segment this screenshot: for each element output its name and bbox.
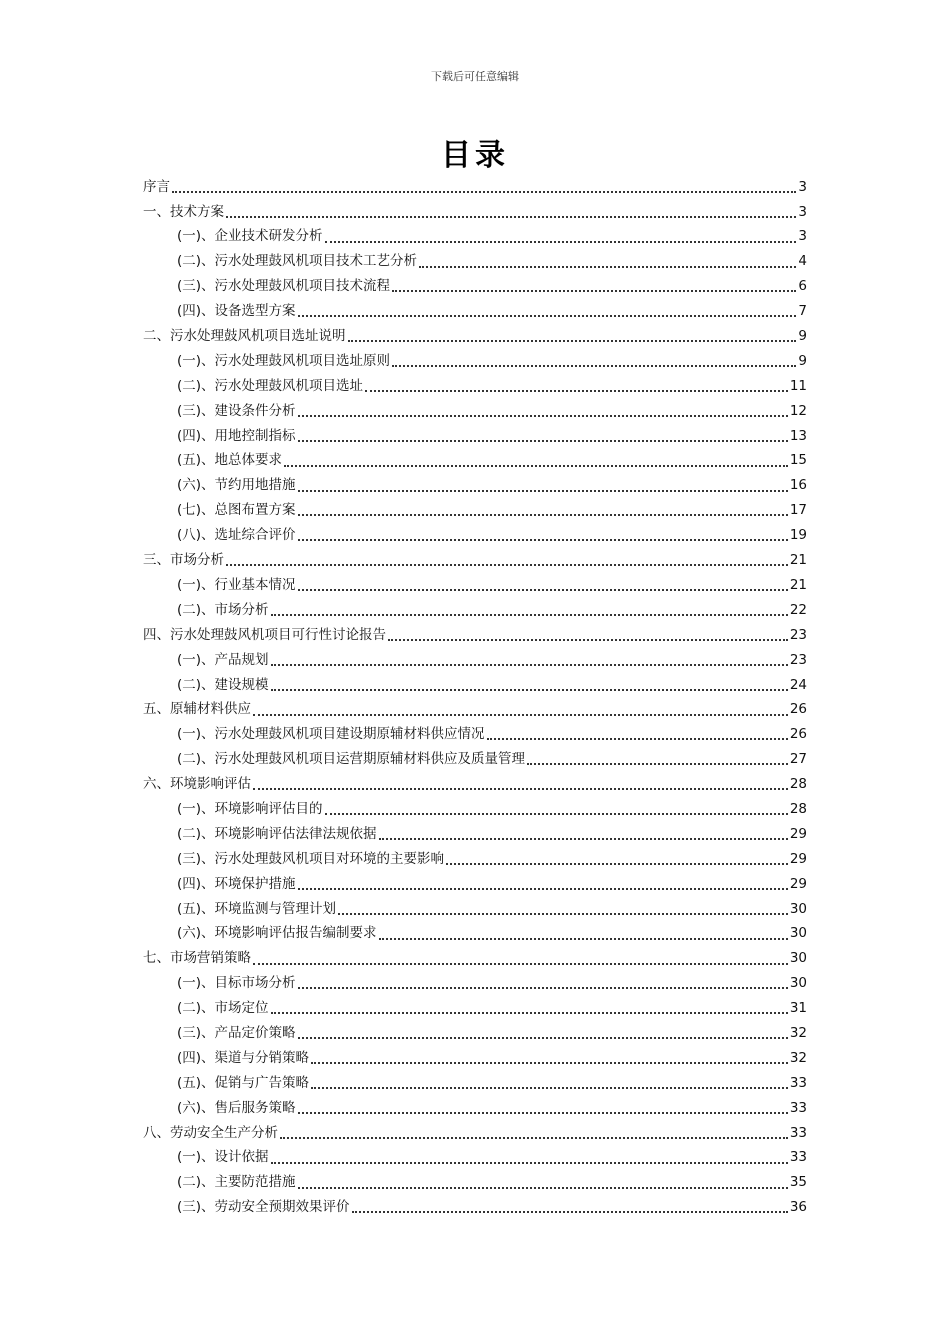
toc-entry[interactable] xyxy=(143,523,807,548)
toc-entry-page: 30 xyxy=(789,950,807,967)
dot-leader xyxy=(298,314,797,317)
dot-leader xyxy=(226,563,788,566)
toc-entry[interactable] xyxy=(143,648,807,673)
toc-entry[interactable] xyxy=(143,598,807,623)
toc-entry-title: 二、污水处理鼓风机项目选址说明 xyxy=(143,328,346,345)
dot-leader xyxy=(487,737,788,740)
toc-entry-page: 13 xyxy=(789,427,807,444)
toc-entry-title: (一)、行业基本情况 xyxy=(177,576,296,593)
dot-leader xyxy=(311,1061,788,1064)
toc-entry[interactable] xyxy=(143,200,807,225)
dot-leader xyxy=(298,1186,788,1189)
toc-entry-title: (四)、设备选型方案 xyxy=(177,303,296,320)
dot-leader xyxy=(298,489,788,492)
dot-leader xyxy=(298,439,788,442)
dot-leader xyxy=(253,962,788,965)
dot-leader xyxy=(388,638,788,641)
toc-entry-page: 28 xyxy=(789,776,807,793)
dot-leader xyxy=(284,464,788,467)
toc-entry[interactable] xyxy=(143,175,807,200)
toc-entry-page: 35 xyxy=(789,1174,807,1191)
toc-entry[interactable] xyxy=(143,872,807,897)
dot-leader xyxy=(325,240,797,243)
toc-entry-title: (一)、污水处理鼓风机项目建设期原辅材料供应情况 xyxy=(177,726,485,743)
dot-leader xyxy=(226,215,796,218)
toc-entry-title: 七、市场营销策略 xyxy=(143,950,251,967)
dot-leader xyxy=(325,812,788,815)
toc-entry-title: (三)、产品定价策略 xyxy=(177,1024,296,1041)
toc-entry-title: (一)、环境影响评估目的 xyxy=(177,800,323,817)
toc-entry-title: 四、污水处理鼓风机项目可行性讨论报告 xyxy=(143,626,386,643)
toc-entry-page: 29 xyxy=(789,875,807,892)
toc-entry-title: (二)、市场分析 xyxy=(177,601,269,618)
toc-entry[interactable] xyxy=(143,947,807,972)
toc-entry-title: (二)、污水处理鼓风机项目运营期原辅材料供应及质量管理 xyxy=(177,751,526,768)
toc-entry[interactable] xyxy=(143,225,807,250)
toc-entry[interactable] xyxy=(143,1196,807,1221)
toc-entry-page: 33 xyxy=(789,1149,807,1166)
toc-entry[interactable] xyxy=(143,573,807,598)
toc-entry[interactable] xyxy=(143,972,807,997)
toc-entry-title: (二)、主要防范措施 xyxy=(177,1174,296,1191)
dot-leader xyxy=(446,862,788,865)
toc-entry[interactable] xyxy=(143,772,807,797)
dot-leader xyxy=(392,364,796,367)
toc-entry-page: 36 xyxy=(789,1199,807,1216)
toc-entry-page: 17 xyxy=(789,502,807,519)
toc-entry[interactable] xyxy=(143,747,807,772)
dot-leader xyxy=(365,389,788,392)
toc-entry-title: (三)、劳动安全预期效果评价 xyxy=(177,1199,350,1216)
toc-entry-title: (四)、用地控制指标 xyxy=(177,427,296,444)
toc-entry[interactable] xyxy=(143,349,807,374)
toc-entry[interactable] xyxy=(143,996,807,1021)
toc-entry-title: 序言 xyxy=(143,178,170,195)
toc-entry-page: 3 xyxy=(798,203,807,220)
toc-entry-page: 29 xyxy=(789,850,807,867)
toc-entry-page: 4 xyxy=(798,253,807,270)
dot-leader xyxy=(298,588,788,591)
toc-entry-page: 16 xyxy=(789,477,807,494)
toc-entry-title: (三)、污水处理鼓风机项目技术流程 xyxy=(177,278,391,295)
toc-entry-title: (二)、市场定位 xyxy=(177,1000,269,1017)
toc-entry-title: (六)、售后服务策略 xyxy=(177,1099,296,1116)
toc-entry-page: 32 xyxy=(789,1024,807,1041)
toc-entry-page: 28 xyxy=(789,800,807,817)
toc-entry[interactable] xyxy=(143,399,807,424)
toc-entry[interactable] xyxy=(143,299,807,324)
toc-entry[interactable] xyxy=(143,1046,807,1071)
toc-entry[interactable] xyxy=(143,922,807,947)
toc-entry-page: 24 xyxy=(789,676,807,693)
dot-leader xyxy=(298,887,788,890)
toc-entry-title: (八)、选址综合评价 xyxy=(177,527,296,544)
toc-entry[interactable] xyxy=(143,499,807,524)
toc-entry[interactable] xyxy=(143,1071,807,1096)
toc-entry[interactable] xyxy=(143,698,807,723)
toc-entry[interactable] xyxy=(143,548,807,573)
header-note: 下载后可任意编辑 xyxy=(431,70,519,83)
dot-leader xyxy=(271,1161,788,1164)
toc-entry-page: 23 xyxy=(789,651,807,668)
toc-entry[interactable] xyxy=(143,673,807,698)
toc-entry-title: (一)、目标市场分析 xyxy=(177,975,296,992)
dot-leader xyxy=(379,937,788,940)
toc-entry[interactable] xyxy=(143,250,807,275)
toc-entry-page: 9 xyxy=(798,328,807,345)
toc-entry-page: 26 xyxy=(789,701,807,718)
toc-entry-title: (二)、污水处理鼓风机项目技术工艺分析 xyxy=(177,253,418,270)
toc-entry-page: 19 xyxy=(789,527,807,544)
toc-entry-page: 15 xyxy=(789,452,807,469)
dot-leader xyxy=(172,190,796,193)
dot-leader xyxy=(298,1036,788,1039)
toc-entry-title: (七)、总图布置方案 xyxy=(177,502,296,519)
toc-entry-page: 21 xyxy=(789,576,807,593)
page-title: 目录 xyxy=(441,138,509,173)
toc-entry-page: 3 xyxy=(798,228,807,245)
dot-leader xyxy=(271,663,788,666)
dot-leader xyxy=(298,538,788,541)
dot-leader xyxy=(379,837,788,840)
toc-entry[interactable] xyxy=(143,723,807,748)
dot-leader xyxy=(298,1111,788,1114)
toc-entry-page: 3 xyxy=(798,178,807,195)
toc-entry[interactable] xyxy=(143,1171,807,1196)
dot-leader xyxy=(298,986,788,989)
toc-entry-title: (六)、环境影响评估报告编制要求 xyxy=(177,925,377,942)
toc-entry-title: (六)、节约用地措施 xyxy=(177,477,296,494)
toc-entry-page: 33 xyxy=(789,1099,807,1116)
table-of-contents xyxy=(143,175,807,1220)
toc-entry-title: 一、技术方案 xyxy=(143,203,224,220)
toc-entry[interactable] xyxy=(143,374,807,399)
dot-leader xyxy=(280,1136,788,1139)
toc-entry[interactable] xyxy=(143,623,807,648)
toc-entry-title: (二)、污水处理鼓风机项目选址 xyxy=(177,377,364,394)
dot-leader xyxy=(392,289,796,292)
toc-entry[interactable] xyxy=(143,474,807,499)
toc-entry[interactable] xyxy=(143,847,807,872)
toc-entry-title: (一)、设计依据 xyxy=(177,1149,269,1166)
dot-leader xyxy=(311,1086,788,1089)
toc-entry[interactable] xyxy=(143,1021,807,1046)
toc-entry[interactable] xyxy=(143,1146,807,1171)
toc-entry-title: (一)、污水处理鼓风机项目选址原则 xyxy=(177,352,391,369)
dot-leader xyxy=(253,787,788,790)
dot-leader xyxy=(271,613,788,616)
toc-entry-page: 30 xyxy=(789,900,807,917)
toc-entry-page: 31 xyxy=(789,1000,807,1017)
dot-leader xyxy=(271,1011,788,1014)
toc-entry-title: (一)、企业技术研发分析 xyxy=(177,228,323,245)
toc-entry-title: (五)、地总体要求 xyxy=(177,452,283,469)
toc-entry-title: (三)、污水处理鼓风机项目对环境的主要影响 xyxy=(177,850,445,867)
toc-entry[interactable] xyxy=(143,275,807,300)
toc-entry-page: 22 xyxy=(789,601,807,618)
toc-entry[interactable] xyxy=(143,822,807,847)
toc-entry-page: 30 xyxy=(789,925,807,942)
dot-leader xyxy=(419,265,796,268)
toc-entry-title: (五)、促销与广告策略 xyxy=(177,1074,310,1091)
dot-leader xyxy=(348,339,797,342)
toc-entry-title: 五、原辅材料供应 xyxy=(143,701,251,718)
toc-entry[interactable] xyxy=(143,1121,807,1146)
dot-leader xyxy=(298,513,788,516)
toc-entry-title: (四)、环境保护措施 xyxy=(177,875,296,892)
toc-entry[interactable] xyxy=(143,1096,807,1121)
toc-entry-page: 29 xyxy=(789,825,807,842)
toc-entry-page: 27 xyxy=(789,751,807,768)
toc-entry-title: (二)、环境影响评估法律法规依据 xyxy=(177,825,377,842)
toc-entry-page: 32 xyxy=(789,1049,807,1066)
toc-entry[interactable] xyxy=(143,449,807,474)
toc-entry-title: 六、环境影响评估 xyxy=(143,776,251,793)
dot-leader xyxy=(271,688,788,691)
toc-entry-page: 6 xyxy=(798,278,807,295)
toc-entry[interactable] xyxy=(143,897,807,922)
toc-entry-page: 7 xyxy=(798,303,807,320)
dot-leader xyxy=(352,1210,788,1213)
toc-entry-page: 26 xyxy=(789,726,807,743)
toc-entry-title: 八、劳动安全生产分析 xyxy=(143,1124,278,1141)
toc-entry-title: (一)、产品规划 xyxy=(177,651,269,668)
toc-entry[interactable] xyxy=(143,424,807,449)
toc-entry-title: (四)、渠道与分销策略 xyxy=(177,1049,310,1066)
toc-entry-title: (三)、建设条件分析 xyxy=(177,402,296,419)
toc-entry[interactable] xyxy=(143,797,807,822)
toc-entry-page: 12 xyxy=(789,402,807,419)
dot-leader xyxy=(527,762,788,765)
toc-entry-page: 21 xyxy=(789,552,807,569)
toc-entry-page: 30 xyxy=(789,975,807,992)
toc-entry-page: 23 xyxy=(789,626,807,643)
toc-entry-page: 9 xyxy=(798,352,807,369)
dot-leader xyxy=(298,414,788,417)
dot-leader xyxy=(253,713,788,716)
toc-entry-title: (二)、建设规模 xyxy=(177,676,269,693)
toc-entry-page: 33 xyxy=(789,1124,807,1141)
toc-entry[interactable] xyxy=(143,324,807,349)
dot-leader xyxy=(338,912,788,915)
toc-entry-title: (五)、环境监测与管理计划 xyxy=(177,900,337,917)
toc-entry-page: 11 xyxy=(789,377,807,394)
toc-entry-title: 三、市场分析 xyxy=(143,552,224,569)
toc-entry-page: 33 xyxy=(789,1074,807,1091)
